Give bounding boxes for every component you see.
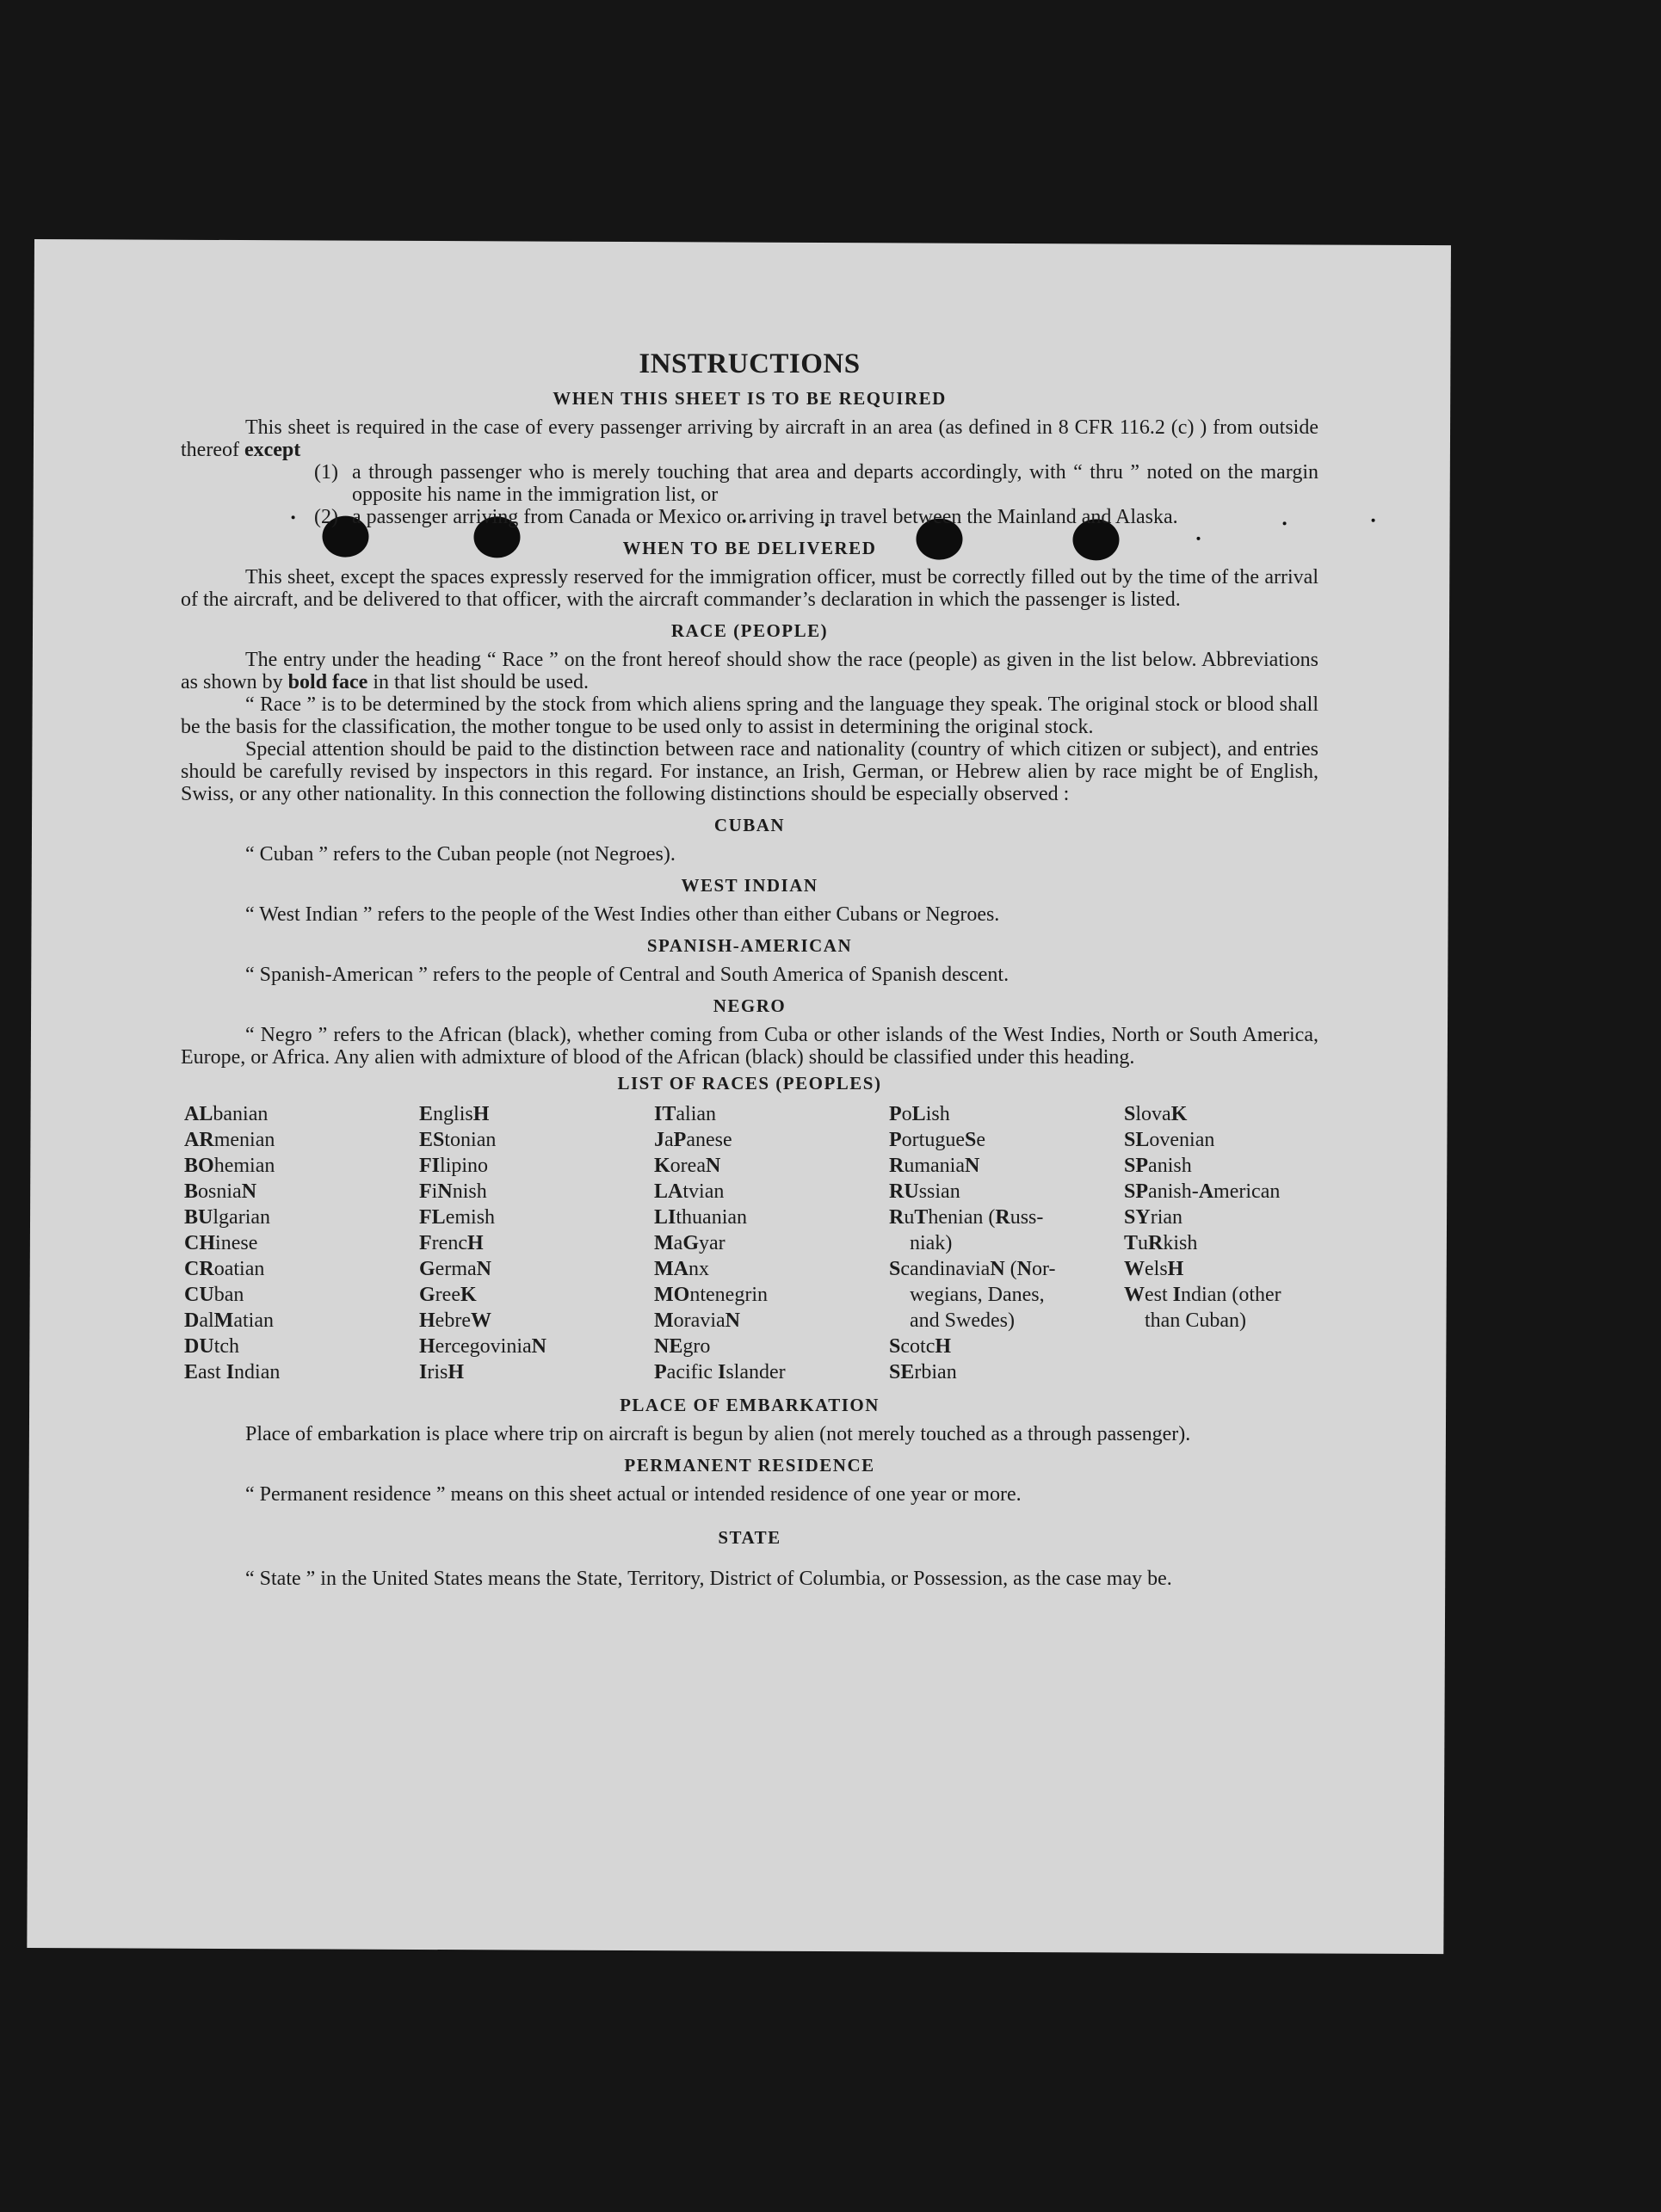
race-entry: HebreW — [419, 1309, 491, 1332]
race-entry: MOntenegrin — [654, 1284, 768, 1306]
list-number: (2) — [314, 506, 338, 528]
spanish-american-paragraph: “ Spanish-American ” refers to the people of Central and South America of Spanish descent. — [245, 964, 1010, 986]
section-heading-negro: NEGRO — [713, 995, 787, 1016]
race-entry: MaGyar — [654, 1232, 726, 1254]
section-heading-spanish-american: SPANISH-AMERICAN — [646, 935, 853, 956]
races-column — [184, 1101, 419, 1385]
race-entry: niak) — [910, 1232, 953, 1254]
section-heading-cuban: CUBAN — [713, 815, 786, 835]
race-entry: FIlipino — [419, 1155, 489, 1177]
race-entry: SErbian — [889, 1361, 957, 1383]
race-entry: ARmenian — [184, 1129, 275, 1151]
race-entry: SLovenian — [1124, 1129, 1215, 1151]
race-entry: BosniaN — [184, 1180, 257, 1203]
list-item — [181, 461, 1318, 506]
race-entry: GermaN — [419, 1258, 491, 1280]
race-entry: ALbanian — [184, 1103, 269, 1125]
race-entry: CUban — [184, 1284, 244, 1306]
race-entry: than Cuban) — [1145, 1309, 1246, 1332]
race-entry: Pacific Islander — [654, 1361, 786, 1383]
state-paragraph: “ State ” in the United States means the State, Territory, District of Columbia, or Possession, as the case may be. — [245, 1568, 1172, 1590]
race-entry: RuThenian (Russ- — [889, 1206, 1044, 1229]
race-paragraph-1 — [181, 649, 1318, 693]
race-entry: ScotcH — [889, 1335, 952, 1358]
race-entry: wegians, Danes, — [910, 1284, 1045, 1306]
section-heading-west-indian: WEST INDIAN — [681, 875, 818, 896]
races-column — [419, 1101, 654, 1385]
page-title: INSTRUCTIONS — [639, 348, 861, 379]
race-entry: ScandinaviaN (Nor- — [889, 1258, 1056, 1280]
races-list — [184, 1101, 1318, 1385]
section-heading-state: STATE — [718, 1527, 781, 1548]
race-entry: SYrian — [1124, 1206, 1183, 1229]
race-entry: IrisH — [419, 1361, 465, 1383]
west-indian-paragraph: “ West Indian ” refers to the people of the West Indies other than either Cubans or Negroes. — [245, 903, 1000, 926]
race-entry: PortugueSe — [889, 1129, 986, 1151]
race-entry: RumaniaN — [889, 1155, 980, 1177]
race-entry: TuRkish — [1124, 1232, 1198, 1254]
race-entry: LIthuanian — [654, 1206, 748, 1229]
race-paragraph-3: Special attention should be paid to the distinction between race and nationality (country of which citizen or subject), and entries should be carefully revised by inspectors in this regard. For instance, an Irish, German, or Hebrew alien by race might be of English, Swiss, or any other nationality. In this connection the following distinctions should be especially observed : — [181, 738, 1318, 805]
except-bold: except — [244, 439, 301, 461]
race-entry: EnglisH — [419, 1103, 490, 1125]
page-content — [181, 344, 1318, 1590]
race-entry: MAnx — [654, 1258, 709, 1280]
races-column — [654, 1101, 889, 1385]
speck — [1372, 519, 1375, 522]
section-heading-required: WHEN THIS SHEET IS TO BE REQUIRED — [553, 388, 947, 409]
race-entry: HercegoviniaN — [419, 1335, 546, 1358]
race-entry: NEgro — [654, 1335, 711, 1358]
race-entry: BOhemian — [184, 1155, 275, 1177]
section-heading-embarkation: PLACE OF EMBARKATION — [620, 1395, 880, 1415]
race-entry: FLemish — [419, 1206, 496, 1229]
race-entry: RUssian — [889, 1180, 960, 1203]
race-entry: CRoatian — [184, 1258, 265, 1280]
race-entry: West Indian (other — [1124, 1284, 1281, 1306]
section-heading-residence: PERMANENT RESIDENCE — [624, 1455, 875, 1476]
race-entry: ITalian — [654, 1103, 717, 1125]
race-entry: JaPanese — [654, 1129, 732, 1151]
embarkation-paragraph: Place of embarkation is place where trip on aircraft is begun by alien (not merely touched as a through passenger). — [245, 1423, 1191, 1445]
races-column — [889, 1101, 1124, 1385]
delivered-paragraph: This sheet, except the spaces expressly reserved for the immigration officer, must be correctly filled out by the time of the arrival of the aircraft, and be delivered to that officer, with the aircraft commander’s declaration in which the passenger is listed. — [181, 566, 1318, 611]
race-entry: PoLish — [889, 1103, 950, 1125]
cuban-paragraph: “ Cuban ” refers to the Cuban people (not Negroes). — [245, 843, 676, 866]
race-entry: SPanish-American — [1124, 1180, 1281, 1203]
race-entry: BUlgarian — [184, 1206, 271, 1229]
race-entry: GreeK — [419, 1284, 477, 1306]
section-heading-races-list: LIST OF RACES (PEOPLES) — [617, 1073, 882, 1094]
race-p1-tail: in that list should be used. — [373, 671, 589, 693]
race-paragraph-2: “ Race ” is to be determined by the stock from which aliens spring and the language they speak. The original stock or blood shall be the basis for the classification, the mother tongue to be used only to assist in determining the original stock. — [181, 693, 1318, 738]
race-entry: DalMatian — [184, 1309, 274, 1332]
race-p1-text: The entry under the heading “ Race ” on the front hereof should show the race (people) as given in the list below. Abbreviations as shown by — [181, 649, 1318, 693]
section-heading-race: RACE (PEOPLE) — [670, 620, 829, 641]
race-entry: LAtvian — [654, 1180, 725, 1203]
race-entry: WelsH — [1124, 1258, 1184, 1280]
race-entry: FiNnish — [419, 1180, 487, 1203]
race-entry: and Swedes) — [910, 1309, 1015, 1332]
required-paragraph — [181, 416, 1318, 461]
residence-paragraph: “ Permanent residence ” means on this sheet actual or intended residence of one year or more. — [245, 1483, 1022, 1506]
list-item — [181, 506, 1318, 528]
race-entry: East Indian — [184, 1361, 281, 1383]
race-entry: DUtch — [184, 1335, 240, 1358]
races-column — [1124, 1101, 1359, 1385]
race-entry: SlovaK — [1124, 1103, 1188, 1125]
race-entry: SPanish — [1124, 1155, 1192, 1177]
bold-face-text: bold face — [287, 671, 368, 693]
required-intro: This sheet is required in the case of every passenger arriving by aircraft in an area (as defined in 8 CFR 116.2 (c) ) from outside thereof — [181, 416, 1318, 461]
section-heading-delivered: WHEN TO BE DELIVERED — [622, 538, 877, 558]
list-text: a through passenger who is merely touching that area and departs accordingly, with “ thru ” noted on the margin opposite his name in the immigration list, or — [352, 461, 1318, 506]
race-entry: MoraviaN — [654, 1309, 740, 1332]
race-entry: EStonian — [419, 1129, 497, 1151]
negro-paragraph: “ Negro ” refers to the African (black), whether coming from Cuba or other islands of the West Indies, North or South America, Europe, or Africa. Any alien with admixture of blood of the African (black) should be classified under this heading. — [181, 1024, 1318, 1069]
list-number: (1) — [314, 461, 338, 484]
list-text: a passenger arriving from Canada or Mexico or arriving in travel between the Mainland and Alaska. — [352, 506, 1178, 528]
race-entry: CHinese — [184, 1232, 258, 1254]
race-entry: FrencH — [419, 1232, 484, 1254]
race-entry: KoreaN — [654, 1155, 721, 1177]
